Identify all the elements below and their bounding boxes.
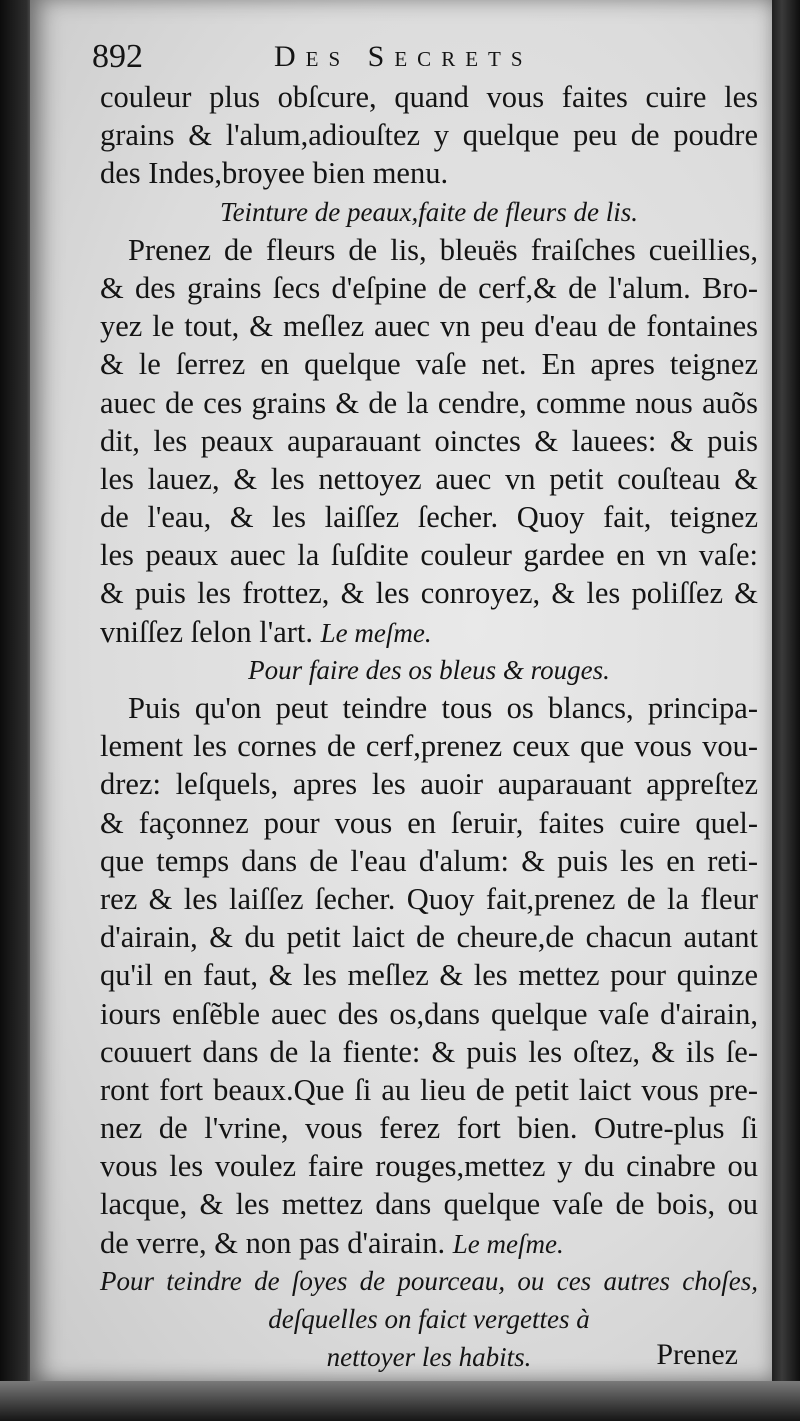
line-tail-italic: Le meſme.: [320, 617, 432, 648]
text-line: [100, 498, 758, 536]
section-heading-line: [100, 651, 758, 689]
line-text: couuert dans de la fiente: & puis les oſtez, & ils ſe-: [100, 1034, 758, 1069]
section-heading-line: [100, 1262, 758, 1300]
line-text: drez: leſquels, apres les auoir auparauant appreſtez: [100, 767, 758, 802]
line-text: lacque, & les mettez dans quelque vaſe de bois, ou: [100, 1187, 758, 1222]
text-line: [100, 1224, 758, 1262]
text-line: [100, 422, 758, 460]
text-line: [100, 1071, 758, 1109]
section-heading-line: [100, 193, 758, 231]
text-line: [100, 804, 758, 842]
line-text: deſquelles on faict vergettes à: [268, 1304, 590, 1334]
text-line: [100, 1147, 758, 1185]
line-tail-italic: Le meſme.: [452, 1228, 564, 1259]
line-text: les lauez, & les nettoyez auec vn petit couſteau &: [100, 461, 758, 496]
line-text: de l'eau, & les laiſſez ſecher. Quoy fait, teignez: [100, 500, 758, 535]
text-line: [100, 307, 758, 345]
scan-border-right: [770, 0, 800, 1421]
text-line: [100, 536, 758, 574]
text-line: [100, 384, 758, 422]
line-text: vniſſez ſelon l'art.: [100, 614, 313, 649]
line-text: & puis les frottez, & les conroyez, & les poliſſez &: [100, 576, 758, 611]
page-number: 892: [92, 38, 143, 75]
line-text: yez le tout, & meſlez auec vn peu d'eau de fontaines: [100, 309, 758, 344]
text-line: [100, 154, 758, 192]
line-text: couleur plus obſcure, quand vous faites cuire les: [100, 80, 758, 114]
line-text: des Indes,broyee bien menu.: [100, 156, 449, 191]
page-header: [92, 34, 732, 80]
line-text: Pour teindre de ſoyes de pourceau, ou ces autres choſes,: [100, 1265, 758, 1296]
text-line: [100, 995, 758, 1033]
line-text: vous les voulez faire rouges,mettez y du cinabre ou: [100, 1149, 758, 1184]
line-text: auec de ces grains & de la cendre, comme nous auõs: [100, 385, 758, 420]
text-line: [100, 1185, 758, 1223]
text-line: [100, 727, 758, 765]
line-text: nettoyer les habits.: [326, 1342, 532, 1373]
body-text: [100, 78, 758, 1376]
text-line: [100, 918, 758, 956]
line-text: que temps dans de l'eau d'alum: & puis les en reti-: [100, 843, 758, 878]
line-text: & le ſerrez en quelque vaſe net. En apres teignez: [100, 347, 758, 382]
line-text: qu'il en faut, & les meſlez & les mettez pour quinze: [100, 958, 758, 993]
text-line: [100, 613, 758, 651]
book-page: [30, 0, 772, 1388]
line-text: d'airain, & du petit laict de cheure,de chacun autant: [100, 920, 758, 955]
line-text: Prenez de fleurs de lis, bleuës fraiſches cueillies,: [128, 232, 758, 267]
line-text: Pour faire des os bleus & rouges.: [248, 654, 610, 685]
line-text: rez & les laiſſez ſecher. Quoy fait,prenez de la fleur: [100, 881, 758, 916]
line-text: de verre, & non pas d'airain.: [100, 1225, 446, 1260]
line-text: nez de l'vrine, vous ferez fort bien. Outre-plus ſi: [100, 1111, 758, 1146]
text-line: [100, 1109, 758, 1147]
text-line: [100, 842, 758, 880]
line-text: les peaux auec la ſuſdite couleur gardee en vn vaſe:: [100, 538, 758, 573]
line-text: dit, les peaux auparauant oinctes & lauees: & puis: [100, 423, 758, 458]
section-heading-line: [100, 1300, 758, 1338]
text-line: [100, 689, 758, 727]
line-text: & des grains ſecs d'eſpine de cerf,& de l'alum. Bro-: [100, 270, 758, 305]
line-text: grains & l'alum,adiouſtez y quelque peu de poudre: [100, 118, 758, 153]
running-head: Des Secrets: [274, 40, 533, 73]
text-line: [100, 1033, 758, 1071]
line-text: ront fort beaux.Que ſi au lieu de petit laict vous pre-: [100, 1072, 758, 1107]
text-line: [100, 574, 758, 612]
line-text: lement les cornes de cerf,prenez ceux que vous vou-: [100, 729, 758, 764]
line-text: Teinture de peaux,faite de fleurs de lis.: [220, 196, 638, 227]
text-line: [100, 956, 758, 994]
line-text: Puis qu'on peut teindre tous os blancs, principa-: [128, 691, 758, 725]
text-line: [100, 345, 758, 383]
text-line: [100, 269, 758, 307]
line-text: iours enſẽble auec des os,dans quelque vaſe d'airain,: [100, 996, 758, 1031]
text-line: [100, 78, 758, 116]
line-text: & façonnez pour vous en ſeruir, faites cuire quel-: [100, 805, 758, 840]
text-line: [100, 460, 758, 498]
text-line: [100, 880, 758, 918]
catchword: Prenez: [656, 1338, 738, 1371]
text-line: [100, 116, 758, 154]
scan-border-bottom: [0, 1381, 800, 1421]
text-line: [100, 765, 758, 803]
text-line: [100, 231, 758, 269]
